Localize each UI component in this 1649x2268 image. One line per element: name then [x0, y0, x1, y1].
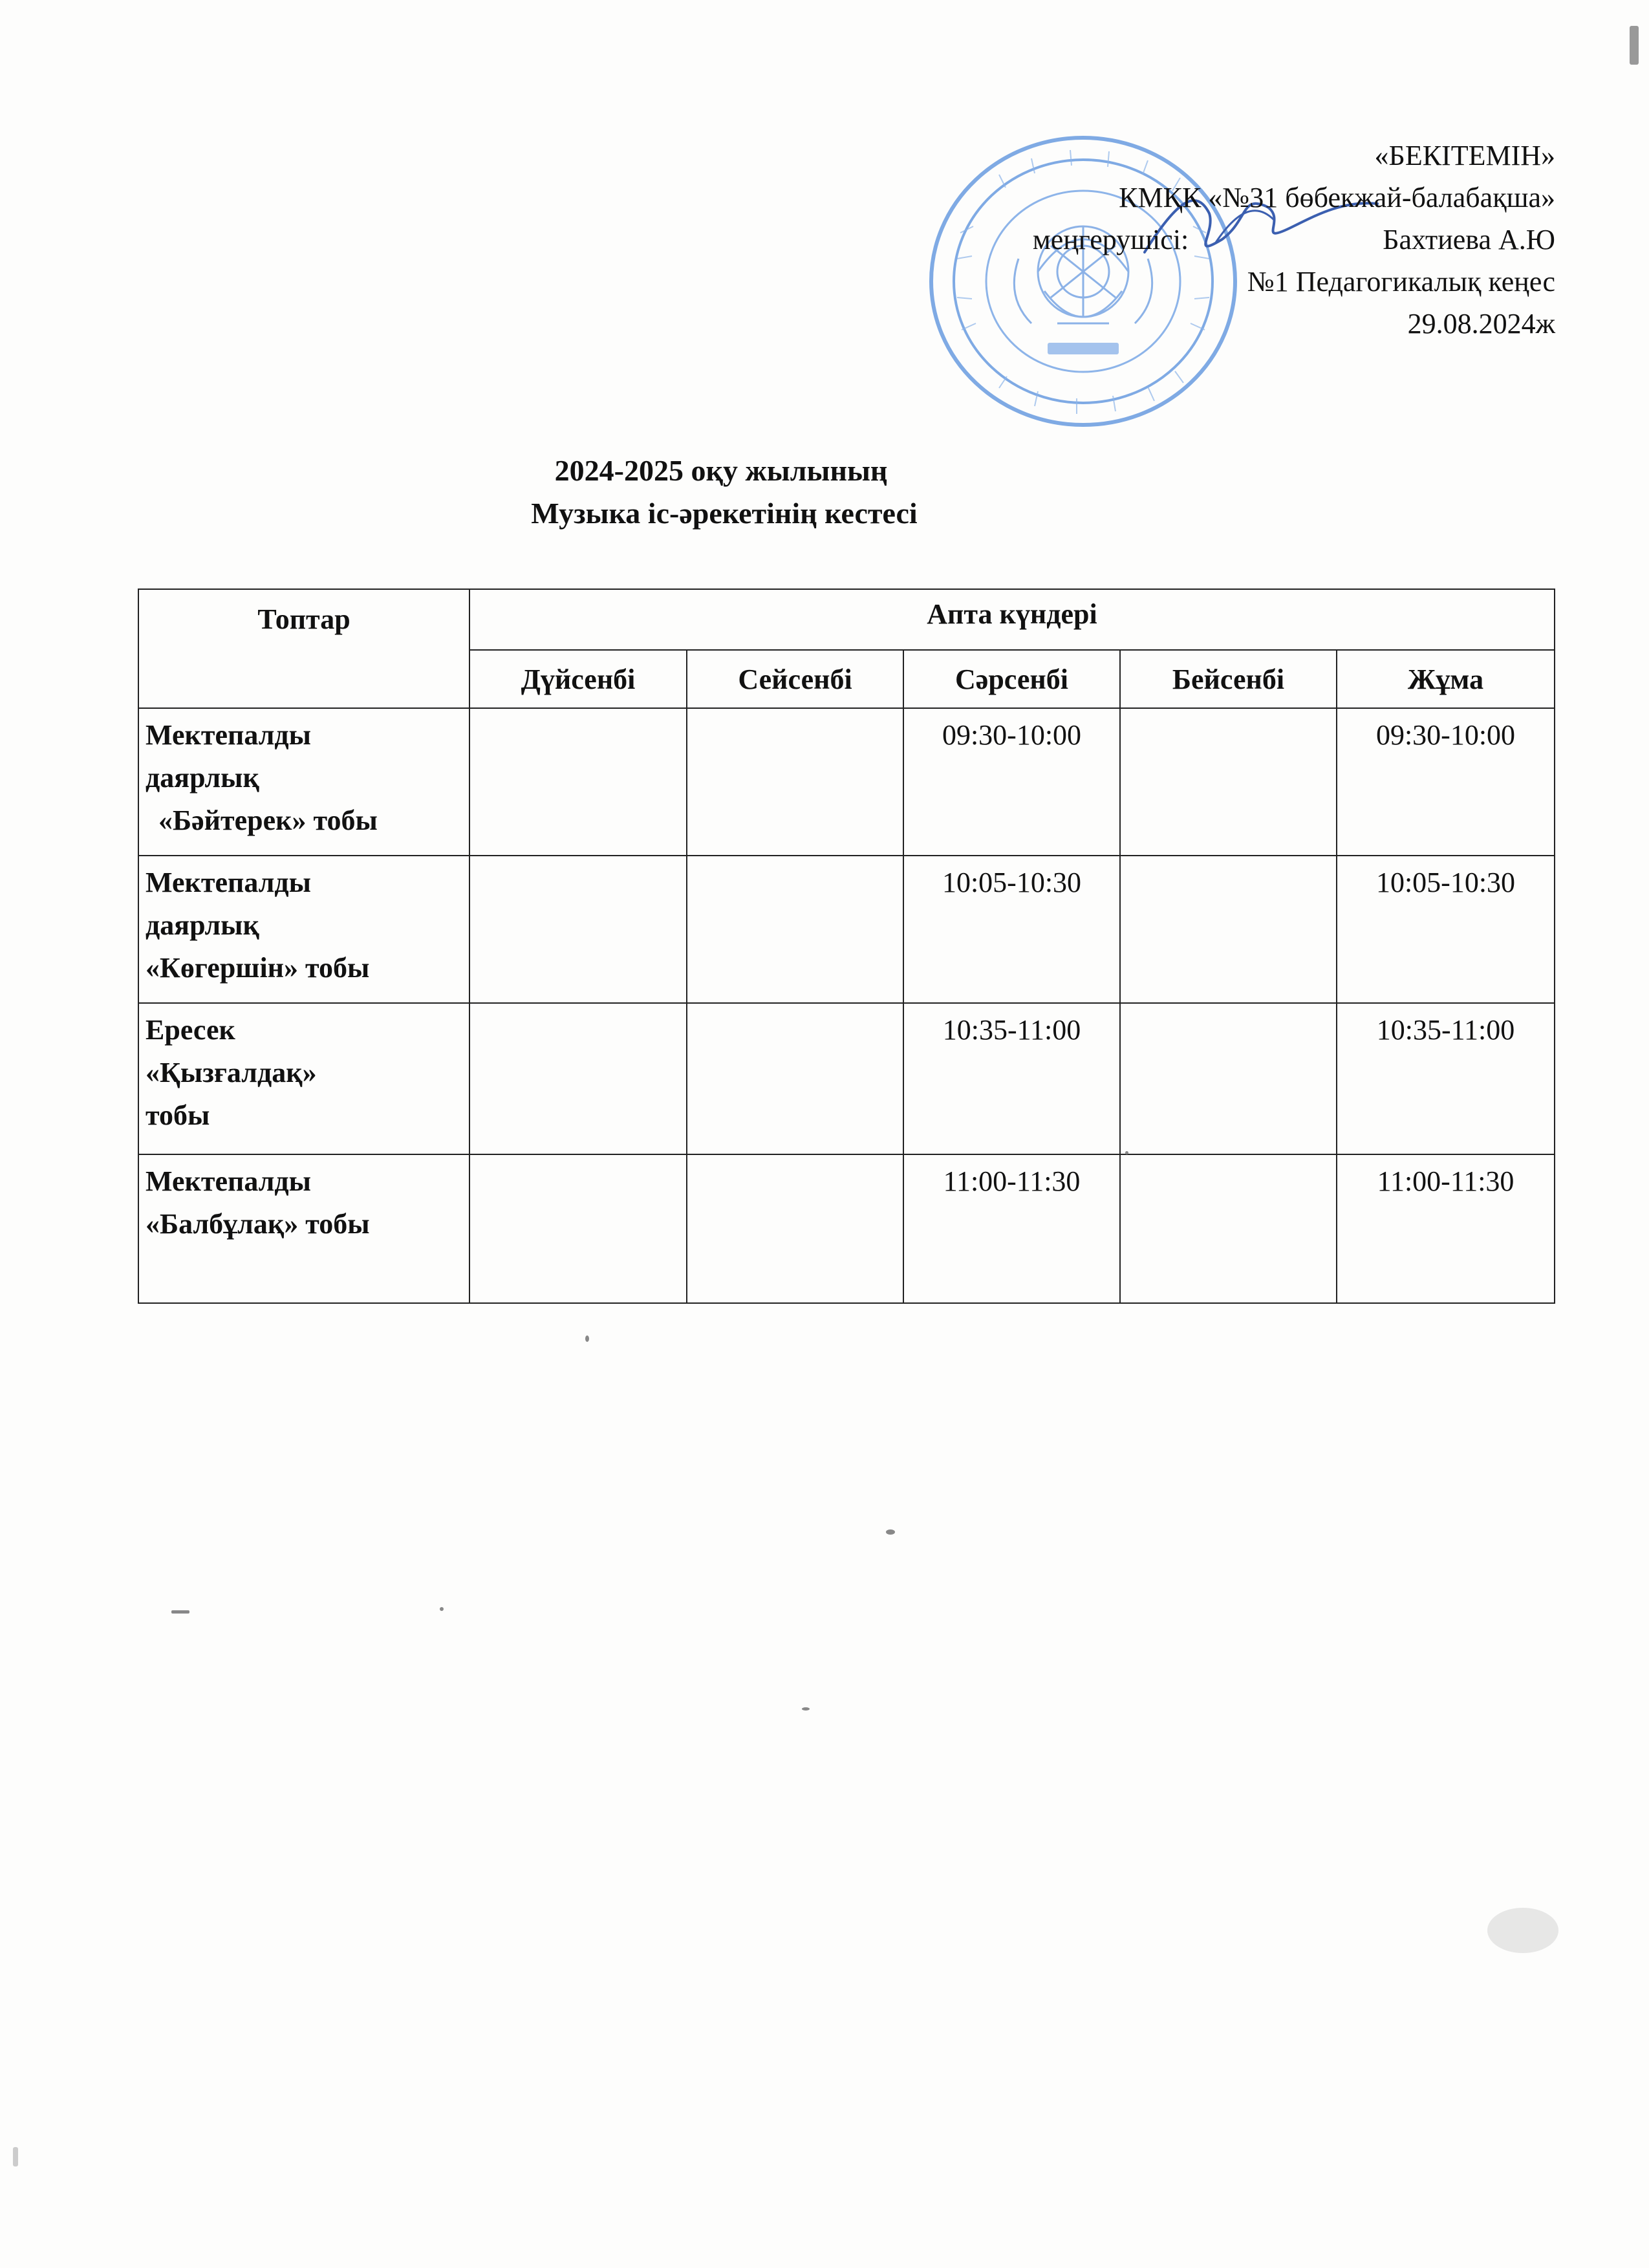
group-name-line: тобы: [146, 1099, 210, 1131]
time-cell: [687, 708, 903, 856]
time-cell: 09:30-10:00: [1337, 708, 1555, 856]
scan-speck: [1630, 26, 1639, 65]
scan-speck: [886, 1529, 895, 1535]
time-cell: 10:35-11:00: [1337, 1003, 1555, 1154]
scan-speck: [13, 2147, 18, 2166]
time-cell: [469, 708, 687, 856]
header-groups: Топтар: [138, 589, 469, 708]
document-title: [0, 449, 1649, 535]
scan-speck: [1487, 1908, 1558, 1953]
table-row: [138, 708, 1555, 856]
scan-speck: [585, 1335, 589, 1342]
time-cell: 09:30-10:00: [903, 708, 1120, 856]
table-row: [138, 1154, 1555, 1303]
scan-speck: [802, 1707, 810, 1711]
day-header: Жұма: [1337, 650, 1555, 708]
group-name-line: Мектепалды: [146, 719, 312, 751]
time-cell: [687, 856, 903, 1003]
title-line-2: Музыка іс-әрекетінің кестесі: [531, 497, 918, 530]
time-cell: [687, 1154, 903, 1303]
approval-heading: «БЕКІТЕМІН»: [1374, 140, 1555, 171]
group-name-line: даярлық: [146, 909, 259, 941]
approval-block: [1033, 135, 1555, 345]
group-name-line: «Бәйтерек» тобы: [158, 805, 378, 836]
scan-speck: [1125, 1151, 1128, 1154]
time-cell: [469, 1154, 687, 1303]
group-name-cell: [138, 856, 469, 1003]
scan-speck: [171, 1610, 189, 1614]
time-cell: 10:05-10:30: [903, 856, 1120, 1003]
time-cell: [469, 1003, 687, 1154]
time-cell: 10:05-10:30: [1337, 856, 1555, 1003]
group-name-line: «Балбұлақ» тобы: [146, 1208, 370, 1240]
time-cell: [1120, 1154, 1337, 1303]
table-header-row: [138, 589, 1555, 650]
day-header: Сәрсенбі: [903, 650, 1120, 708]
group-name-line: Мектепалды: [146, 1165, 312, 1197]
approval-name: Бахтиева А.Ю: [1383, 224, 1555, 255]
group-name-cell: [138, 1003, 469, 1154]
time-cell: 10:35-11:00: [903, 1003, 1120, 1154]
time-cell: [687, 1003, 903, 1154]
approval-role: меңгерушісі:: [1032, 224, 1189, 255]
header-weekdays: Апта күндері: [469, 589, 1555, 650]
group-name-cell: [138, 708, 469, 856]
group-name-cell: [138, 1154, 469, 1303]
day-header: Сейсенбі: [687, 650, 903, 708]
group-name-line: даярлық: [146, 762, 259, 794]
group-name-line: «Қызғалдақ»: [146, 1057, 317, 1088]
table-row: [138, 1003, 1555, 1154]
time-cell: 11:00-11:30: [903, 1154, 1120, 1303]
day-header: Бейсенбі: [1120, 650, 1337, 708]
group-name-line: «Көгершін» тобы: [146, 952, 370, 984]
approval-organization: КМҚК «№31 бөбекжай-балабақша»: [1119, 182, 1555, 213]
group-name-line: Ересек: [146, 1014, 235, 1046]
approval-date: 29.08.2024ж: [1407, 308, 1555, 340]
time-cell: [1120, 1003, 1337, 1154]
day-header: Дүйсенбі: [469, 650, 687, 708]
time-cell: [1120, 856, 1337, 1003]
schedule-table: [138, 589, 1555, 1304]
approval-signatory: [1033, 219, 1555, 261]
table-row: [138, 856, 1555, 1003]
approval-council: №1 Педагогикалық кеңес: [1247, 266, 1555, 297]
title-line-1: 2024-2025 оқу жылының: [554, 454, 888, 487]
time-cell: 11:00-11:30: [1337, 1154, 1555, 1303]
time-cell: [1120, 708, 1337, 856]
time-cell: [469, 856, 687, 1003]
scan-speck: [440, 1607, 444, 1611]
group-name-line: Мектепалды: [146, 867, 312, 898]
